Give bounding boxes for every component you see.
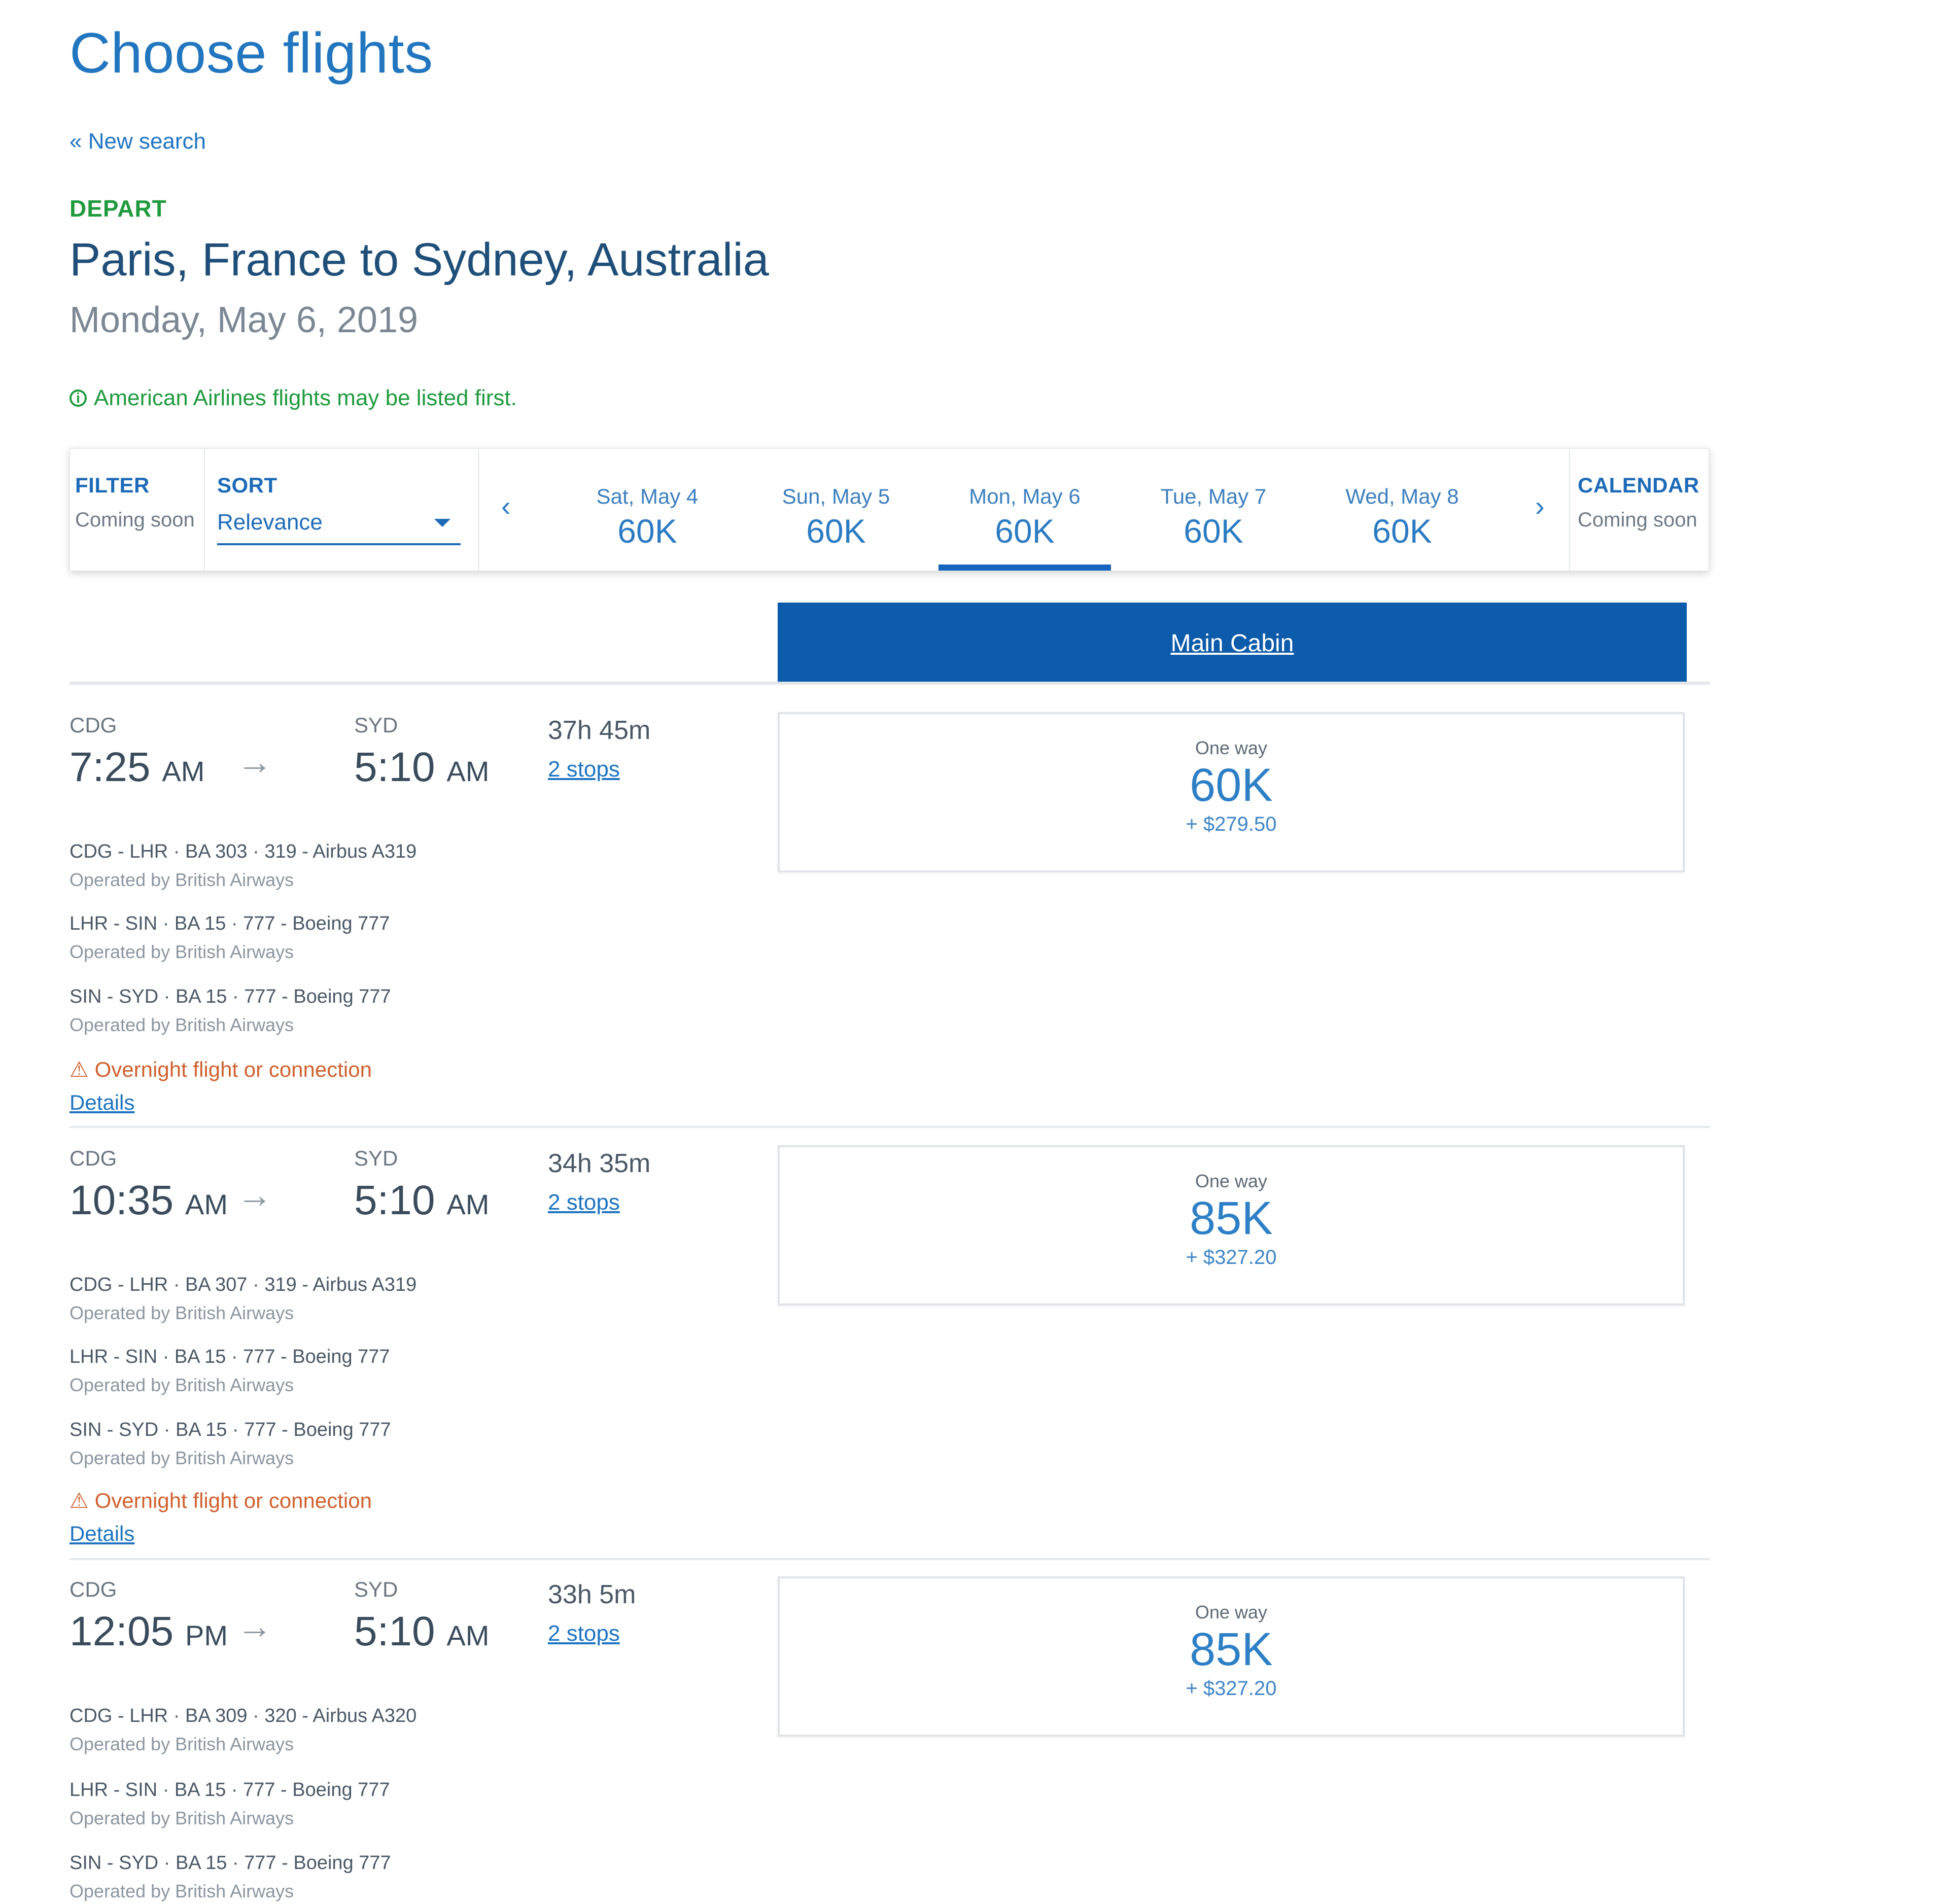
segment-operator: Operated by British Airways: [69, 941, 294, 962]
segment-operator: Operated by British Airways: [69, 1881, 294, 1901]
flight-duration: 34h 35m: [548, 1149, 651, 1178]
page-title: Choose flights: [69, 21, 433, 85]
date-tab-price: 60K: [995, 512, 1055, 550]
arrive-time: 5:10 AM: [354, 1177, 490, 1223]
segment-route: CDG - LHR · BA 307 · 319 - Airbus A319: [69, 1274, 417, 1295]
flight-result: [69, 710, 1710, 1126]
arrow-right-icon: →: [237, 1606, 272, 1646]
segment-route: LHR - SIN · BA 15 · 777 - Boeing 777: [69, 1779, 390, 1801]
segment-operator: Operated by British Airways: [69, 1808, 294, 1828]
price-option-main-cabin[interactable]: [778, 1145, 1685, 1306]
details-link[interactable]: Details: [69, 1522, 135, 1545]
toolbar-divider: [478, 449, 479, 571]
next-dates-chevron-icon[interactable]: ›: [1535, 490, 1545, 522]
prev-dates-chevron-icon[interactable]: ‹: [501, 490, 511, 522]
overnight-warning: [69, 1488, 372, 1513]
notice-text: American Airlines flights may be listed first.: [94, 385, 517, 410]
flight-result: [69, 1143, 1710, 1559]
price-taxes: + $327.20: [1186, 1246, 1277, 1268]
stops-link[interactable]: 2 stops: [548, 1190, 620, 1215]
depart-time: 10:35 AM: [69, 1177, 228, 1223]
origin-code: CDG: [69, 713, 117, 737]
sort-select[interactable]: [217, 510, 461, 545]
segment-operator: Operated by British Airways: [69, 1014, 294, 1035]
main-cabin-header[interactable]: Main Cabin: [778, 603, 1687, 685]
flight-result: [69, 1574, 1710, 1904]
depart-time: 12:05 PM: [69, 1608, 228, 1654]
travel-date: Monday, May 6, 2019: [69, 300, 419, 340]
table-divider: [69, 682, 1710, 685]
price-points: 85K: [1190, 1192, 1273, 1244]
filter-label: FILTER: [75, 473, 150, 497]
price-points: 60K: [1190, 759, 1273, 811]
details-link[interactable]: Details: [69, 1090, 135, 1114]
date-tab-mon-may-6[interactable]: [938, 449, 1111, 571]
segment-route: SIN - SYD · BA 15 · 777 - Boeing 777: [69, 986, 391, 1007]
depart-label: DEPART: [69, 195, 167, 222]
date-tab-price: 60K: [1184, 512, 1243, 550]
segment-operator: Operated by British Airways: [69, 1302, 294, 1323]
date-tab-label: Mon, May 6: [969, 484, 1081, 508]
route-heading: Paris, France to Sydney, Australia: [69, 234, 769, 286]
segment-route: SIN - SYD · BA 15 · 777 - Boeing 777: [69, 1419, 391, 1440]
segment-route: CDG - LHR · BA 303 · 319 - Airbus A319: [69, 841, 417, 862]
toolbar-divider: [1569, 449, 1570, 571]
price-type: One way: [1195, 1602, 1268, 1623]
segment-operator: Operated by British Airways: [69, 1448, 294, 1468]
price-type: One way: [1195, 737, 1268, 758]
info-circle-icon: i: [69, 390, 87, 407]
price-taxes: + $279.50: [1186, 813, 1277, 835]
date-tab-label: Tue, May 7: [1160, 484, 1267, 508]
caret-down-icon: [434, 519, 450, 527]
toolbar-divider: [204, 449, 205, 571]
date-tab-price: 60K: [806, 512, 866, 550]
calendar-label: CALENDAR: [1578, 473, 1699, 497]
dest-code: SYD: [354, 713, 398, 737]
arrive-time: 5:10 AM: [354, 744, 490, 790]
date-tab-tue-may-7[interactable]: [1127, 449, 1300, 571]
arrow-right-icon: →: [237, 1175, 272, 1215]
price-taxes: + $327.20: [1186, 1677, 1277, 1700]
segment-route: LHR - SIN · BA 15 · 777 - Boeing 777: [69, 913, 390, 934]
warning-triangle-icon: ⚠: [69, 1489, 89, 1512]
calendar-control[interactable]: [1578, 473, 1699, 532]
stops-link[interactable]: 2 stops: [548, 757, 620, 782]
row-divider: [69, 1558, 1710, 1560]
date-tab-label: Sat, May 4: [596, 484, 699, 508]
date-tab-wed-may-8[interactable]: [1316, 449, 1488, 571]
sort-label: SORT: [217, 473, 277, 497]
dest-code: SYD: [354, 1577, 398, 1601]
warning-text: Overnight flight or connection: [94, 1488, 372, 1512]
calendar-coming-soon: Coming soon: [1578, 509, 1697, 531]
filter-control[interactable]: [75, 473, 195, 532]
date-tab-sat-may-4[interactable]: [561, 449, 734, 571]
date-tab-label: Sun, May 5: [782, 484, 890, 508]
origin-code: CDG: [69, 1577, 117, 1601]
stops-link[interactable]: 2 stops: [548, 1621, 620, 1646]
row-divider: [69, 1126, 1710, 1128]
segment-route: SIN - SYD · BA 15 · 777 - Boeing 777: [69, 1852, 391, 1874]
segment-route: LHR - SIN · BA 15 · 777 - Boeing 777: [69, 1346, 390, 1367]
dest-code: SYD: [354, 1146, 398, 1170]
price-option-main-cabin[interactable]: [778, 1576, 1685, 1737]
segment-operator: Operated by British Airways: [69, 1374, 294, 1395]
warning-text: Overnight flight or connection: [94, 1057, 372, 1081]
segment-route: CDG - LHR · BA 309 · 320 - Airbus A320: [69, 1705, 417, 1726]
sort-value: Relevance: [217, 510, 323, 535]
flight-duration: 33h 5m: [548, 1580, 636, 1609]
date-tab-price: 60K: [617, 512, 677, 550]
new-search-link[interactable]: « New search: [69, 129, 206, 154]
flight-duration: 37h 45m: [548, 716, 651, 745]
arrive-time: 5:10 AM: [354, 1608, 490, 1654]
segment-operator: Operated by British Airways: [69, 1734, 294, 1754]
date-tab-label: Wed, May 8: [1345, 484, 1459, 508]
segment-operator: Operated by British Airways: [69, 869, 294, 890]
overnight-warning: [69, 1057, 372, 1082]
depart-time: 7:25 AM: [69, 744, 205, 790]
aa-first-notice: [69, 385, 517, 411]
warning-triangle-icon: ⚠: [69, 1057, 89, 1081]
price-type: One way: [1195, 1171, 1268, 1191]
results-toolbar: [69, 448, 1709, 571]
origin-code: CDG: [69, 1146, 117, 1170]
price-option-main-cabin[interactable]: [778, 712, 1685, 872]
filter-coming-soon: Coming soon: [75, 509, 195, 531]
date-tab-price: 60K: [1372, 512, 1432, 550]
price-points: 85K: [1190, 1624, 1273, 1675]
date-tab-sun-may-5[interactable]: [750, 449, 922, 571]
arrow-right-icon: →: [237, 742, 272, 782]
